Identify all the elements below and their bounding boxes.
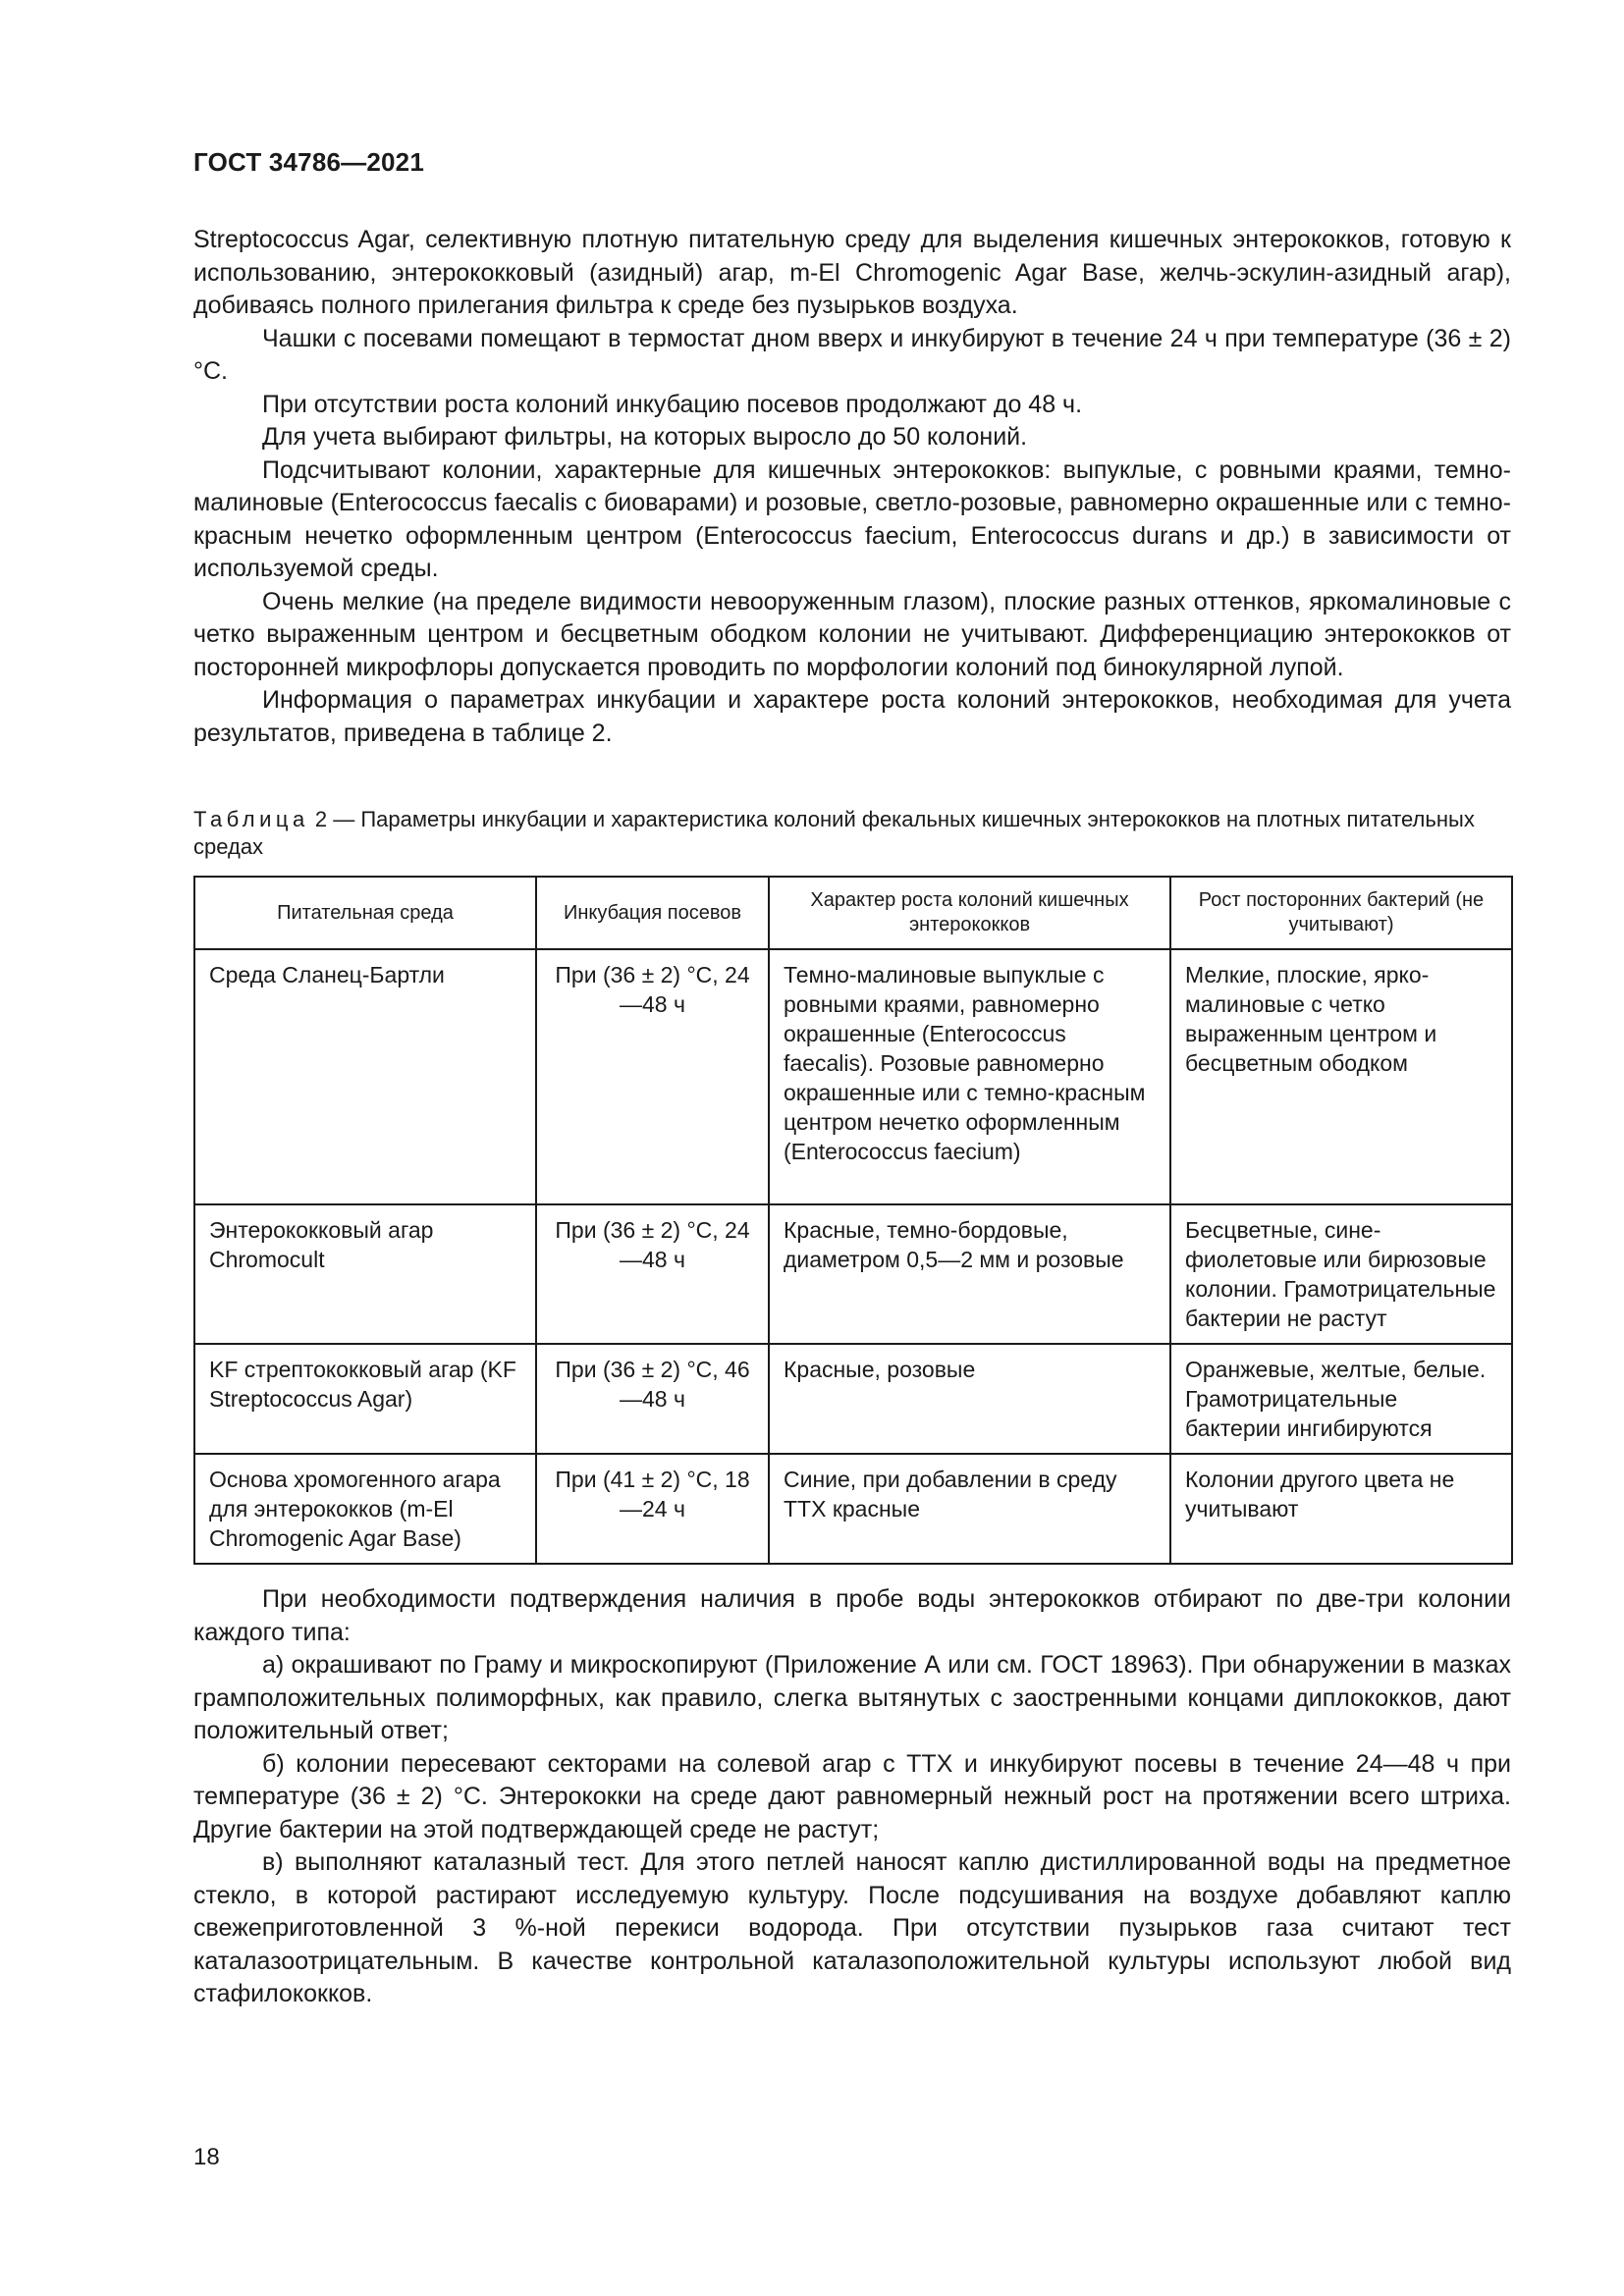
confirmation-text bbox=[193, 1583, 1511, 2011]
paragraph: Чашки с посевами помещают в термостат дном вверх и инкубируют в течение 24 ч при температуре (36 ± 2) °С. bbox=[193, 324, 1511, 385]
cell-growth: Красные, розовые bbox=[769, 1344, 1170, 1454]
paragraph: Для учета выбирают фильтры, на которых выросло до 50 колоний. bbox=[262, 423, 1028, 451]
table-caption-text: 2 — Параметры инкубации и характеристика колоний фекальных кишечных энтерококков на плотных питательных средах bbox=[193, 807, 1475, 859]
cell-foreign: Оранжевые, желтые, белые. Грамотрицательные бактерии ингибируются bbox=[1170, 1344, 1512, 1454]
page-number: 18 bbox=[193, 2144, 220, 2170]
cell-foreign: Бесцветные, сине-фиолетовые или бирюзовые колонии. Грамотрицательные бактерии не растут bbox=[1170, 1204, 1512, 1344]
cell-medium: Энтерококковый агар Chromocult bbox=[194, 1204, 536, 1344]
cell-medium: KF стрептококковый агар (KF Streptococcus Agar) bbox=[194, 1344, 536, 1454]
cell-growth: Синие, при добавлении в среду ТТХ красные bbox=[769, 1454, 1170, 1564]
cell-medium: Основа хромогенного агара для энтерококков (m-El Chromogenic Agar Base) bbox=[194, 1454, 536, 1564]
column-header-medium: Питательная среда bbox=[194, 877, 536, 949]
cell-incubation: При (41 ± 2) °С, 18—24 ч bbox=[536, 1454, 769, 1564]
column-header-incubation: Инкубация посевов bbox=[536, 877, 769, 949]
paragraph: Подсчитывают колонии, характерные для кишечных энтерококков: выпуклые, с ровными краями, темно-малиновые (Enterococcus faecalis с биоварами) и розовые, светло-розовые, равномерно окрашенные или с темно-красным нечетко оформленным центром (Enterococcus faecium, Enterococcus durans и др.) в зависимости от используемой среды. bbox=[193, 455, 1511, 582]
document-code-header: ГОСТ 34786—2021 bbox=[193, 147, 424, 177]
table-row bbox=[194, 949, 1512, 1204]
table-header-row bbox=[194, 877, 1512, 949]
paragraph: Streptococcus Agar, селективную плотную питательную среду для выделения кишечных энтерококков, готовую к использованию, энтерококковый (азидный) агар, m-El Chromogenic Agar Base, желчь-эскулин-азидный агар), добиваясь полного прилегания фильтра к среде без пузырьков воздуха. bbox=[193, 226, 1511, 319]
table-row bbox=[194, 1344, 1512, 1454]
paragraph: б) колонии пересевают секторами на солевой агар с ТТХ и инкубируют посевы в течение 24—48 ч при температуре (36 ± 2) °С. Энтерококки на среде дают равномерный нежный рост на протяжении всего штриха. Другие бактерии на этой подтверждающей среде не растут; bbox=[193, 1749, 1511, 1843]
cell-incubation: При (36 ± 2) °С, 24—48 ч bbox=[536, 949, 769, 1204]
cell-incubation: При (36 ± 2) °С, 46—48 ч bbox=[536, 1344, 769, 1454]
cell-incubation: При (36 ± 2) °С, 24—48 ч bbox=[536, 1204, 769, 1344]
paragraph: Информация о параметрах инкубации и характере роста колоний энтерококков, необходимая для учета результатов, приведена в таблице 2. bbox=[193, 686, 1511, 747]
cell-foreign: Мелкие, плоские, ярко-малиновые с четко выраженным центром и бесцветным ободком bbox=[1170, 949, 1512, 1204]
cell-growth: Красные, темно-бордовые, диаметром 0,5—2 мм и розовые bbox=[769, 1204, 1170, 1344]
incubation-table bbox=[193, 876, 1513, 1565]
paragraph: а) окрашивают по Граму и микроскопируют (Приложение А или см. ГОСТ 18963). При обнаружении в мазках грамположительных полиморфных, как правило, слегка вытянутых с заостренными концами диплококков, дают положительный ответ; bbox=[193, 1651, 1511, 1744]
cell-growth: Темно-малиновые выпуклые с ровными краями, равномерно окрашенные (Enterococcus faecalis). Розовые равномерно окрашенные или с темно-красным центром нечетко оформленным (Enterococcus faecium) bbox=[769, 949, 1170, 1204]
column-header-foreign-bacteria: Рост посторонних бактерий (не учитывают) bbox=[1170, 877, 1512, 949]
cell-medium: Среда Сланец-Бартли bbox=[194, 949, 536, 1204]
cell-foreign: Колонии другого цвета не учитывают bbox=[1170, 1454, 1512, 1564]
intro-text bbox=[193, 224, 1511, 750]
table-caption-label: Таблица bbox=[193, 807, 309, 831]
table-caption bbox=[193, 806, 1511, 861]
table-row bbox=[194, 1204, 1512, 1344]
paragraph: При необходимости подтверждения наличия в пробе воды энтерококков отбирают по две-три колонии каждого типа: bbox=[193, 1585, 1511, 1646]
paragraph: в) выполняют каталазный тест. Для этого петлей наносят каплю дистиллированной воды на предметное стекло, в которой растирают исследуемую культуру. После подсушивания на воздухе добавляют каплю свежеприготовленной 3 %-ной перекиси водорода. При отсутствии пузырьков газа считают тест каталазоотрицательным. В качестве контрольной каталазоположительной культуры используют любой вид стафилококков. bbox=[193, 1848, 1511, 2007]
paragraph: Очень мелкие (на пределе видимости невооруженным глазом), плоские разных оттенков, яркомалиновые с четко выраженным центром и бесцветным ободком колонии не учитывают. Дифференциацию энтерококков от посторонней микрофлоры допускается проводить по морфологии колоний под бинокулярной лупой. bbox=[193, 587, 1511, 681]
column-header-growth: Характер роста колоний кишечных энтерококков bbox=[769, 877, 1170, 949]
paragraph: При отсутствии роста колоний инкубацию посевов продолжают до 48 ч. bbox=[262, 390, 1083, 418]
table-row bbox=[194, 1454, 1512, 1564]
